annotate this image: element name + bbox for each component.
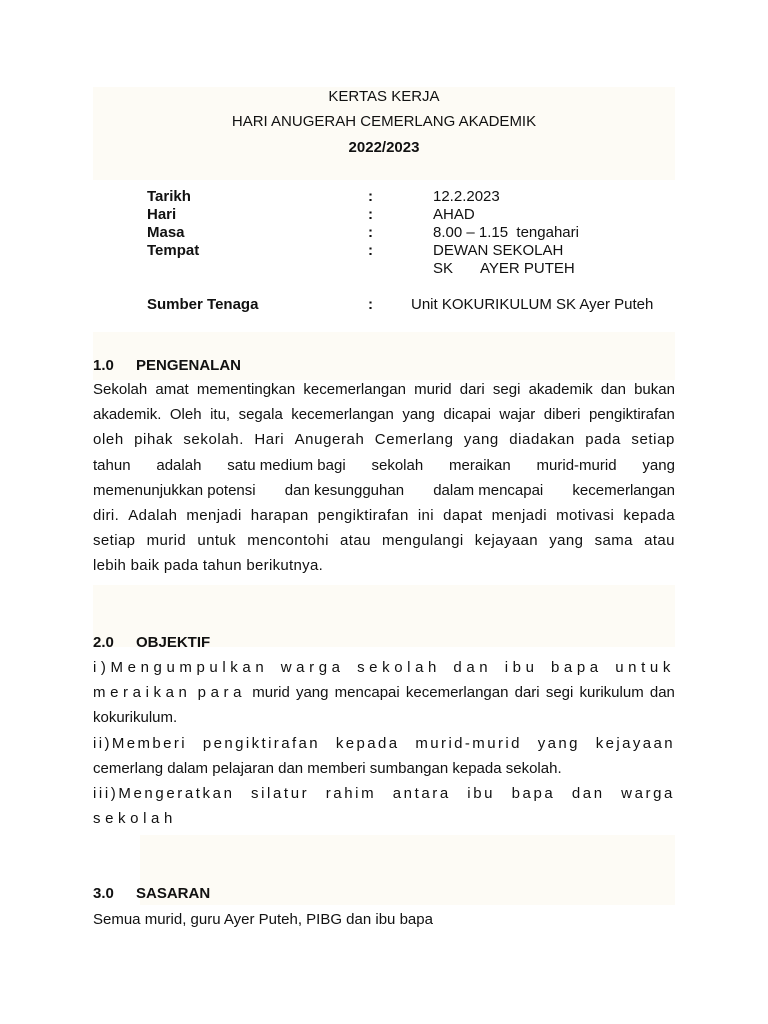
word: pengiktirafan <box>588 406 675 424</box>
section2-list <box>93 655 675 831</box>
word: kurikulum <box>579 684 644 702</box>
word: harapan <box>250 506 309 524</box>
word: untuk <box>615 659 675 676</box>
word: dan <box>600 381 626 398</box>
objective-line <box>93 731 675 756</box>
objective-line: kokurikulum. <box>93 709 178 727</box>
word: kecemerlangan <box>405 684 509 702</box>
word: Oleh <box>169 406 202 424</box>
word: dan <box>453 659 493 676</box>
paragraph-line <box>93 377 675 402</box>
word: setiap <box>631 431 675 449</box>
word: dari <box>514 684 540 702</box>
info-label: Tarikh <box>147 188 191 205</box>
word: bapa <box>511 784 556 802</box>
word: bukan <box>634 381 675 398</box>
word: dapat <box>443 506 483 524</box>
target-line: Semua murid, guru Ayer Puteh, PIBG dan ibu bapa <box>93 911 433 928</box>
section3-shade <box>140 835 675 905</box>
word: kecemerlangan <box>291 406 394 424</box>
doc-title: KERTAS KERJA <box>328 88 440 105</box>
word: kejayaan <box>474 532 539 550</box>
word: i)Mengumpulkan <box>93 659 269 676</box>
word: iii)Mengeratkan <box>93 784 235 802</box>
word: murid <box>252 684 290 702</box>
info-value: 8.00 – 1.15 tengahari <box>433 224 579 241</box>
word: murid <box>146 532 187 550</box>
word: untuk <box>197 532 237 550</box>
info-label: Masa <box>147 224 185 241</box>
objective-line: cemerlang dalam pelajaran dan memberi sumbangan kepada sekolah. <box>93 759 562 777</box>
word: mencapai <box>334 684 400 702</box>
word: murid-murid <box>536 456 617 474</box>
word: bapa <box>550 659 603 676</box>
info-label: Tempat <box>147 242 200 259</box>
word: pengiktirafan <box>317 506 409 524</box>
info-colon: : <box>368 242 373 259</box>
word: atau <box>644 532 675 550</box>
section-number: 3.0 <box>93 885 114 902</box>
word: yang <box>402 406 435 424</box>
section-title: OBJEKTIF <box>136 634 211 651</box>
word: dicapai <box>443 406 491 424</box>
word: sekolah <box>371 456 424 474</box>
objective-line <box>93 680 675 705</box>
word: Sekolah <box>93 381 148 398</box>
word: dan kesungguhan <box>284 481 405 499</box>
word: kecemerlangan <box>572 481 675 499</box>
word: kepada <box>335 734 400 752</box>
word: sekolah <box>357 659 441 676</box>
word: ibu <box>504 659 539 676</box>
word: warga <box>280 659 345 676</box>
word: kepada <box>623 506 675 524</box>
word: atau <box>340 532 371 550</box>
word: segi <box>492 381 521 398</box>
info-colon: : <box>368 224 373 241</box>
section-number: 1.0 <box>93 357 114 374</box>
word: kecemerlangan <box>303 381 406 398</box>
word: diberi <box>543 406 581 424</box>
info-colon: : <box>368 206 373 223</box>
word: yang <box>463 431 499 449</box>
word: yang <box>549 532 584 550</box>
info-value: DEWAN SEKOLAH <box>433 242 564 259</box>
word: ini <box>417 506 435 524</box>
word: menjadi <box>186 506 242 524</box>
word: memenunjukkan potensi <box>93 481 256 499</box>
paragraph-line <box>93 478 675 503</box>
word: tahun <box>93 456 131 474</box>
objective-line <box>93 781 675 806</box>
objective-line <box>93 655 675 680</box>
info-value: 12.2.2023 <box>433 188 500 205</box>
word: dan <box>649 684 675 702</box>
word: sama <box>594 532 633 550</box>
word: mencontohi <box>247 532 329 550</box>
word: segi <box>545 684 574 702</box>
paragraph-line: lebih baik pada tahun berikutnya. <box>93 557 324 575</box>
word: segala <box>238 406 283 424</box>
word: sekolah. <box>183 431 244 449</box>
section-number: 2.0 <box>93 634 114 651</box>
info-value-sk: SK <box>433 260 454 277</box>
section1-heading <box>93 357 241 374</box>
objective-line: sekolah <box>93 810 177 828</box>
info-value: Unit KOKURIKULUM SK Ayer Puteh <box>411 296 654 313</box>
word: antara <box>392 784 451 802</box>
word: diri. <box>93 506 120 524</box>
doc-year: 2022/2023 <box>348 139 420 156</box>
word: dalam mencapai <box>433 481 544 499</box>
section-title: PENGENALAN <box>136 357 242 374</box>
word: ii)Memberi <box>93 734 188 752</box>
section3-heading <box>93 885 210 902</box>
word: oleh <box>93 431 124 449</box>
paragraph-line <box>93 402 675 427</box>
info-colon: : <box>368 296 373 313</box>
word: yang <box>642 456 675 474</box>
word: setiap <box>93 532 136 550</box>
word: warga <box>621 784 675 802</box>
word: pihak <box>134 431 173 449</box>
word: diadakan <box>509 431 575 449</box>
word: Hari <box>254 431 285 449</box>
word: adalah <box>156 456 202 474</box>
word: akademik. <box>93 406 162 424</box>
word: menjadi <box>491 506 548 524</box>
word: yang <box>295 684 329 702</box>
word: kejayaan <box>595 734 675 752</box>
word: Anugerah <box>294 431 365 449</box>
word: mengulangi <box>382 532 464 550</box>
paragraph-line <box>93 453 675 478</box>
word: mementingkan <box>196 381 296 398</box>
info-colon: : <box>368 188 373 205</box>
word: itu, <box>210 406 231 424</box>
section2-heading <box>93 634 210 651</box>
word: para <box>197 684 247 702</box>
word: murid-murid <box>415 734 522 752</box>
word: wajar <box>499 406 536 424</box>
info-value: AHAD <box>433 206 475 223</box>
word: Adalah <box>128 506 178 524</box>
doc-subtitle: HARI ANUGERAH CEMERLANG AKADEMIK <box>231 113 537 130</box>
info-value-school: AYER PUTEH <box>480 260 575 277</box>
word: pada <box>585 431 621 449</box>
word: murid <box>414 381 452 398</box>
paragraph-line <box>93 528 675 553</box>
info-label: Sumber Tenaga <box>147 296 259 313</box>
word: dan <box>571 784 605 802</box>
section1-paragraph <box>93 377 675 579</box>
word: satu medium bagi <box>227 456 346 474</box>
paragraph-line <box>93 427 675 452</box>
word: meraikan <box>449 456 511 474</box>
word: meraikan <box>93 684 192 702</box>
word: silatur <box>251 784 310 802</box>
word: ibu <box>467 784 496 802</box>
word: amat <box>155 381 189 398</box>
section-title: SASARAN <box>136 885 211 902</box>
word: dari <box>459 381 485 398</box>
word: rahim <box>325 784 377 802</box>
word: yang <box>537 734 580 752</box>
paragraph-line <box>93 503 675 528</box>
word: Cemerlang <box>374 431 454 449</box>
word: akademik <box>528 381 593 398</box>
word: motivasi <box>556 506 615 524</box>
section3-text <box>93 907 675 932</box>
word: pengiktirafan <box>202 734 320 752</box>
info-label: Hari <box>147 206 177 223</box>
